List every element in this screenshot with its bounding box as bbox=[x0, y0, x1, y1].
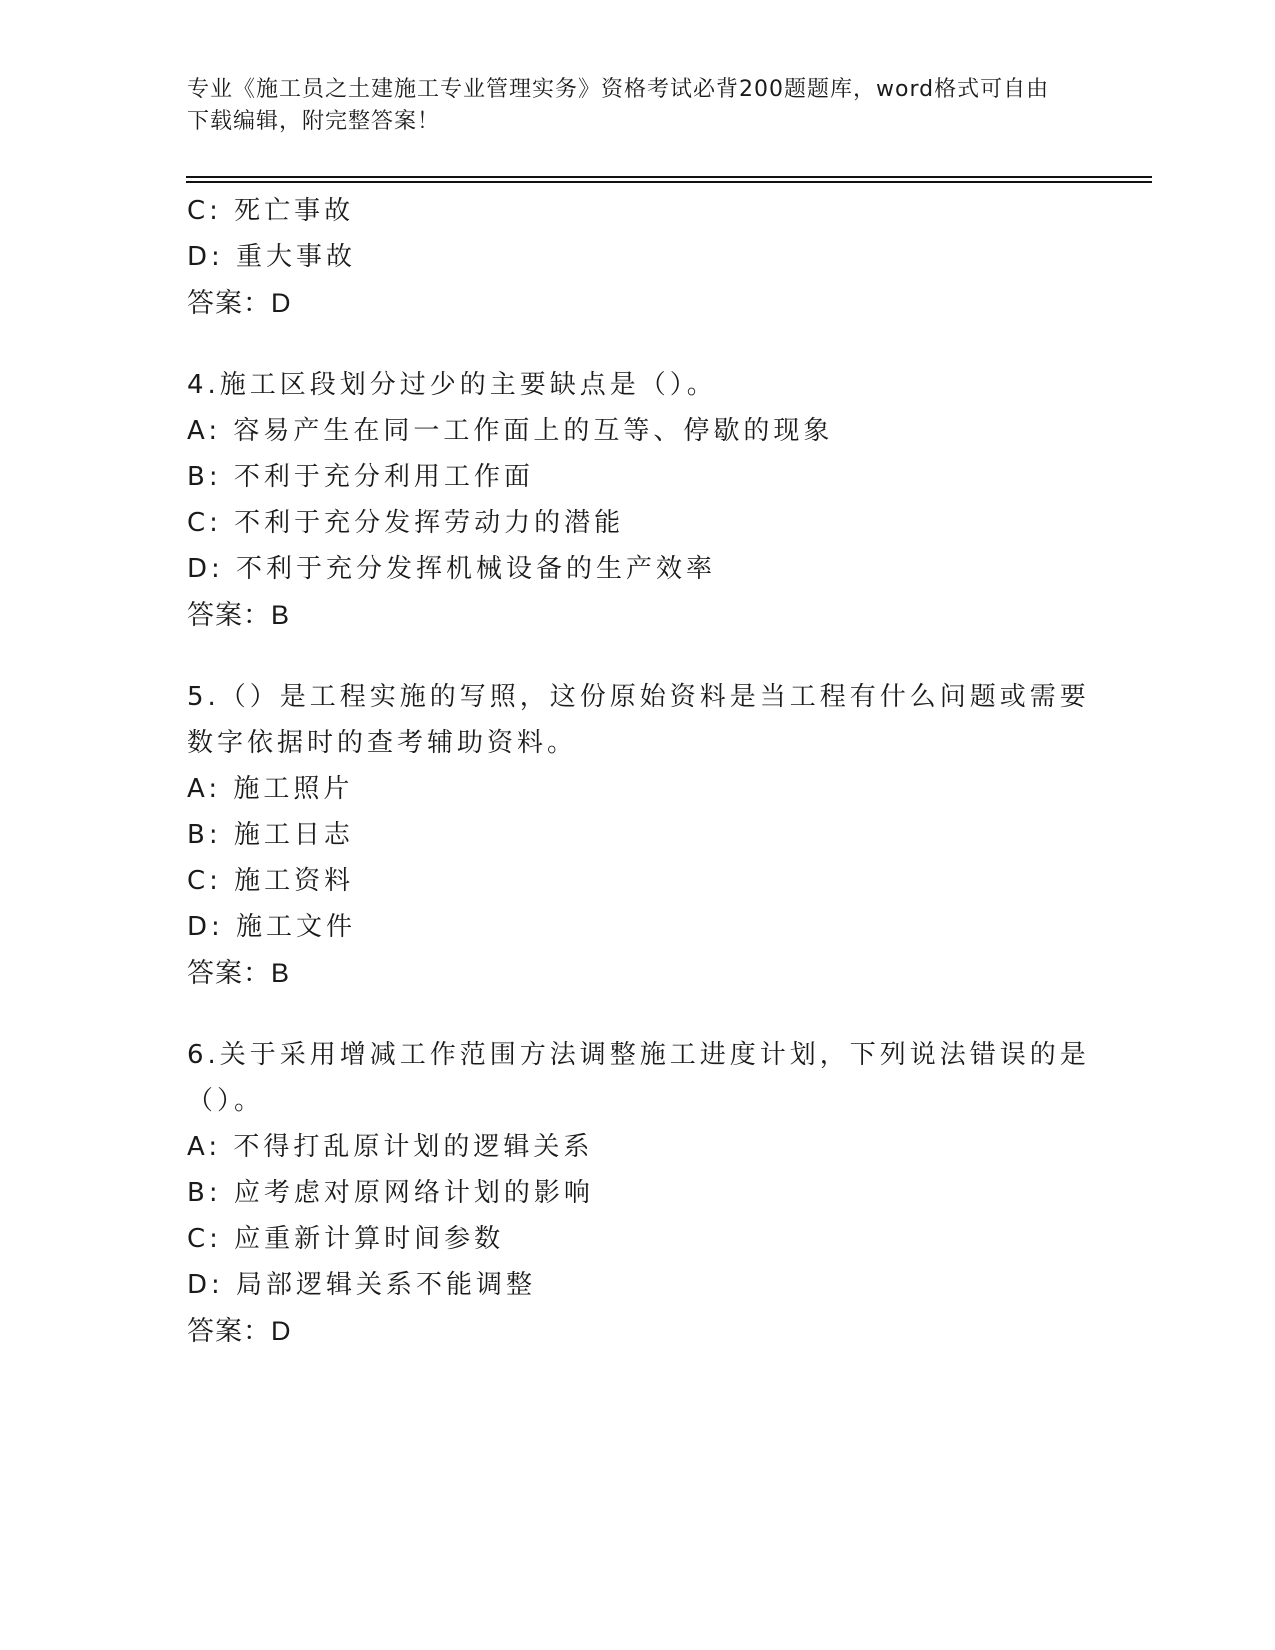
option-c: C: 不利于充分发挥劳动力的潜能 bbox=[187, 508, 625, 538]
option-d: D: 施工文件 bbox=[187, 912, 357, 942]
question-stem-line-2: （）。 bbox=[187, 1086, 265, 1116]
header-divider-top bbox=[186, 176, 1152, 178]
option-a: A: 容易产生在同一工作面上的互等、停歇的现象 bbox=[187, 416, 834, 446]
question-4 bbox=[187, 362, 1087, 638]
option-d: D: 重大事故 bbox=[187, 242, 357, 272]
answer-line: 答案：D bbox=[187, 1316, 292, 1346]
option-b: B: 应考虑对原网络计划的影响 bbox=[187, 1178, 594, 1208]
answer-line: 答案：B bbox=[187, 600, 291, 630]
question-list bbox=[187, 188, 1090, 1354]
document-header: 专业《施工员之土建施工专业管理实务》资格考试必背200题题库，word格式可自由下载编辑，附完整答案！ bbox=[187, 77, 1050, 134]
question-5 bbox=[187, 674, 1090, 996]
option-d: D: 局部逻辑关系不能调整 bbox=[187, 1270, 537, 1300]
option-a: A: 施工照片 bbox=[187, 774, 354, 804]
question-stem-line-1: 6.关于采用增减工作范围方法调整施工进度计划，下列说法错误的是 bbox=[187, 1040, 1090, 1070]
answer-line: 答案：B bbox=[187, 958, 291, 988]
option-c: C: 死亡事故 bbox=[187, 196, 355, 226]
option-c: C: 施工资料 bbox=[187, 866, 355, 896]
question-6 bbox=[187, 1032, 1090, 1354]
header-divider-bottom bbox=[186, 181, 1152, 183]
answer-line: 答案：D bbox=[187, 288, 292, 318]
option-b: B: 不利于充分利用工作面 bbox=[187, 462, 534, 492]
option-a: A: 不得打乱原计划的逻辑关系 bbox=[187, 1132, 594, 1162]
question-stem: 4.施工区段划分过少的主要缺点是（）。 bbox=[187, 370, 717, 400]
option-b: B: 施工日志 bbox=[187, 820, 354, 850]
question-stem-line-1: 5.（）是工程实施的写照，这份原始资料是当工程有什么问题或需要 bbox=[187, 682, 1090, 712]
question-3-continued bbox=[187, 188, 1087, 326]
option-d: D: 不利于充分发挥机械设备的生产效率 bbox=[187, 554, 717, 584]
option-c: C: 应重新计算时间参数 bbox=[187, 1224, 505, 1254]
question-stem-line-2: 数字依据时的查考辅助资料。 bbox=[187, 728, 578, 758]
